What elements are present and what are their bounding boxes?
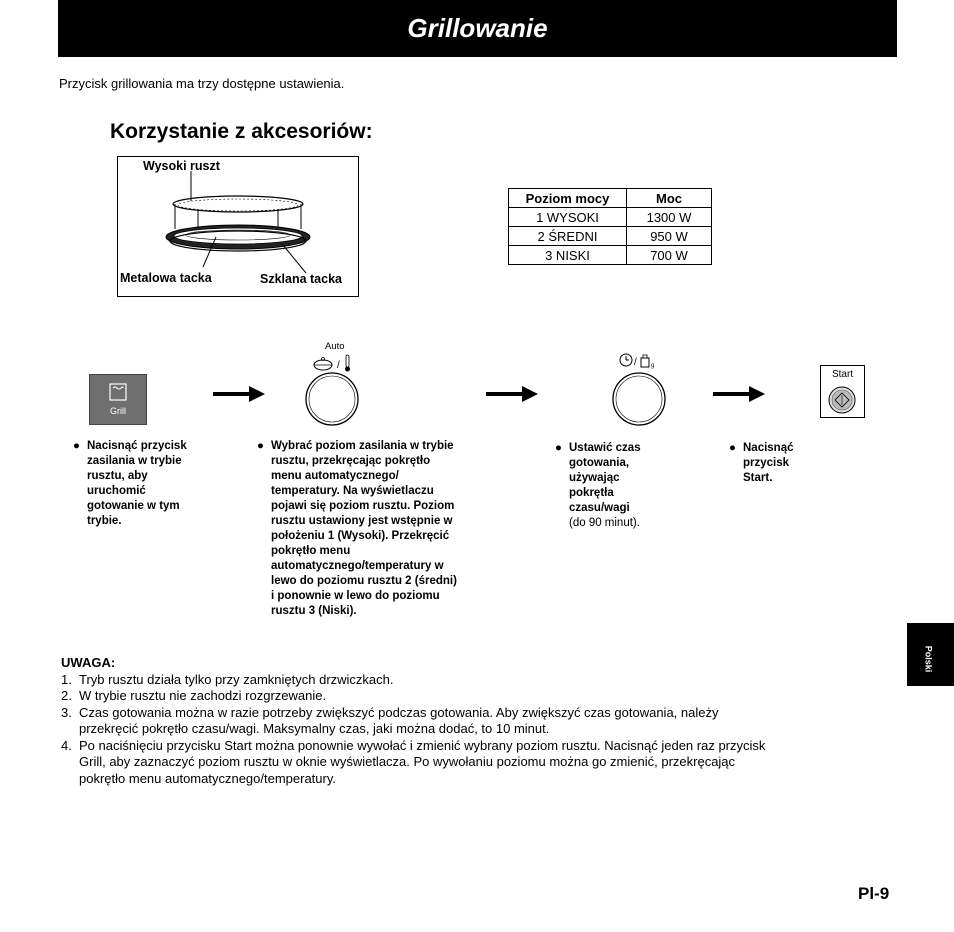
grill-icon [109, 383, 127, 401]
svg-text:/: / [634, 357, 637, 368]
note-line: Czas gotowania można w razie potrzeby zwiększyć podczas gotowania. Aby zwiększyć czas gotowania, należy [79, 704, 719, 720]
grill-button[interactable] [89, 374, 147, 425]
note-line: W trybie rusztu nie zachodzi rozgrzewanie. [79, 688, 327, 703]
glass-tray-label: Szklana tacka [260, 272, 342, 286]
step-line: rusztu ustawiony jest wstępnie w [271, 515, 453, 527]
note-item [61, 705, 841, 738]
step-line: Ustawić czas [569, 442, 641, 454]
step-note: (do 90 minut). [569, 517, 640, 529]
step-line: trybie. [87, 515, 122, 527]
step-line: uruchomić [87, 485, 146, 497]
accessories-figure [117, 156, 359, 297]
table-cell: 700 W [627, 246, 712, 265]
auto-label: Auto [325, 341, 345, 352]
arrow-right-icon [713, 386, 765, 402]
note-line: Tryb rusztu działa tylko przy zamkniętych drzwiczkach. [79, 671, 394, 687]
note-number: 2. [61, 688, 72, 703]
note-line: pokrętło menu automatycznego/temperatury. [79, 770, 337, 786]
table-header-row [509, 189, 712, 208]
step-line: używając [569, 472, 620, 484]
step-line: przycisk [743, 457, 790, 469]
table-cell: 1300 W [627, 208, 712, 227]
step-line: automatycznego/temperatury w [271, 560, 444, 572]
title-bar [58, 0, 897, 57]
step-line: pokrętło menu [271, 545, 351, 557]
language-tab [907, 623, 954, 686]
table-cell: 1 WYSOKI [509, 208, 627, 227]
step-line: gotowanie w tym [87, 500, 180, 512]
power-level-table [508, 188, 712, 265]
note-item [61, 688, 841, 705]
step-line: menu automatycznego/ [271, 470, 399, 482]
column-header-power-level: Poziom mocy [509, 189, 627, 208]
notes-heading: UWAGA: [61, 655, 116, 670]
high-rack-label: Wysoki ruszt [143, 159, 220, 173]
intro-text: Przycisk grillowania ma trzy dostępne ustawienia. [59, 76, 345, 91]
note-item [61, 738, 841, 788]
section-title: Korzystanie z akcesoriów: [110, 120, 373, 143]
time-weight-dial[interactable] [611, 371, 667, 427]
table-cell: 3 NISKI [509, 246, 627, 265]
step-line: rusztu, przekręcając pokrętło [271, 455, 431, 467]
page-title: Grillowanie [407, 13, 548, 43]
note-line: Grill, aby zaznaczyć poziom rusztu w oknie wyświetlacza. Po wywołaniu poziomu można go zmienić, przekręcając [79, 754, 736, 769]
note-number: 4. [61, 737, 72, 753]
step-line: położeniu 1 (Wysoki). Przekręcić [271, 530, 450, 542]
table-cell: 2 ŚREDNI [509, 227, 627, 246]
step-line: Nacisnąć [743, 442, 794, 454]
step-line: i ponownie w lewo do poziomu [271, 590, 440, 602]
table-row [509, 208, 712, 227]
note-number: 1. [61, 671, 72, 687]
note-item [61, 672, 841, 689]
note-number: 3. [61, 704, 72, 720]
page-number: Pl-9 [858, 884, 890, 903]
table-row [509, 227, 712, 246]
step-line: temperatury. Na wyświetlaczu [271, 485, 434, 497]
step-line: rusztu 3 (Niski). [271, 605, 357, 617]
step-line: pojawi się poziom rusztu. Poziom [271, 500, 455, 512]
step-line: Start. [743, 472, 773, 484]
auto-temperature-dial[interactable] [304, 371, 360, 427]
step-line: zasilania w trybie [87, 455, 182, 467]
start-button[interactable] [825, 385, 859, 415]
arrow-right-icon [213, 386, 265, 402]
time-weight-icon [619, 353, 659, 369]
svg-text:/: / [337, 360, 340, 371]
step-line: Wybrać poziom zasilania w trybie [271, 440, 454, 452]
step-line: lewo do poziomu rusztu 2 (średni) [271, 575, 457, 587]
notes-section [61, 655, 841, 787]
note-line: Po naciśnięciu przycisku Start można ponownie wywołać i zmienić wybrany poziom rusztu. Nacisnąć jeden raz przycisk [79, 737, 766, 753]
metal-tray-label: Metalowa tacka [120, 271, 212, 285]
table-row [509, 246, 712, 265]
step-line: czasu/wagi [569, 502, 630, 514]
step-line: pokrętła [569, 487, 614, 499]
step-line: rusztu, aby [87, 470, 148, 482]
column-header-power: Moc [627, 189, 712, 208]
language-tab-label: Polski [923, 645, 934, 673]
grill-button-label: Grill [110, 406, 126, 416]
table-cell: 950 W [627, 227, 712, 246]
step-line: gotowania, [569, 457, 630, 469]
step-line: Nacisnąć przycisk [87, 440, 187, 452]
start-button-panel [820, 365, 865, 418]
start-label: Start [831, 369, 854, 380]
svg-text:g: g [651, 363, 655, 369]
auto-menu-temperature-icon [312, 353, 356, 373]
arrow-right-icon [486, 386, 538, 402]
note-line: przekręcić pokrętło czasu/wagi. Maksymalny czas, jaki można dodać, to 10 minut. [79, 721, 550, 736]
